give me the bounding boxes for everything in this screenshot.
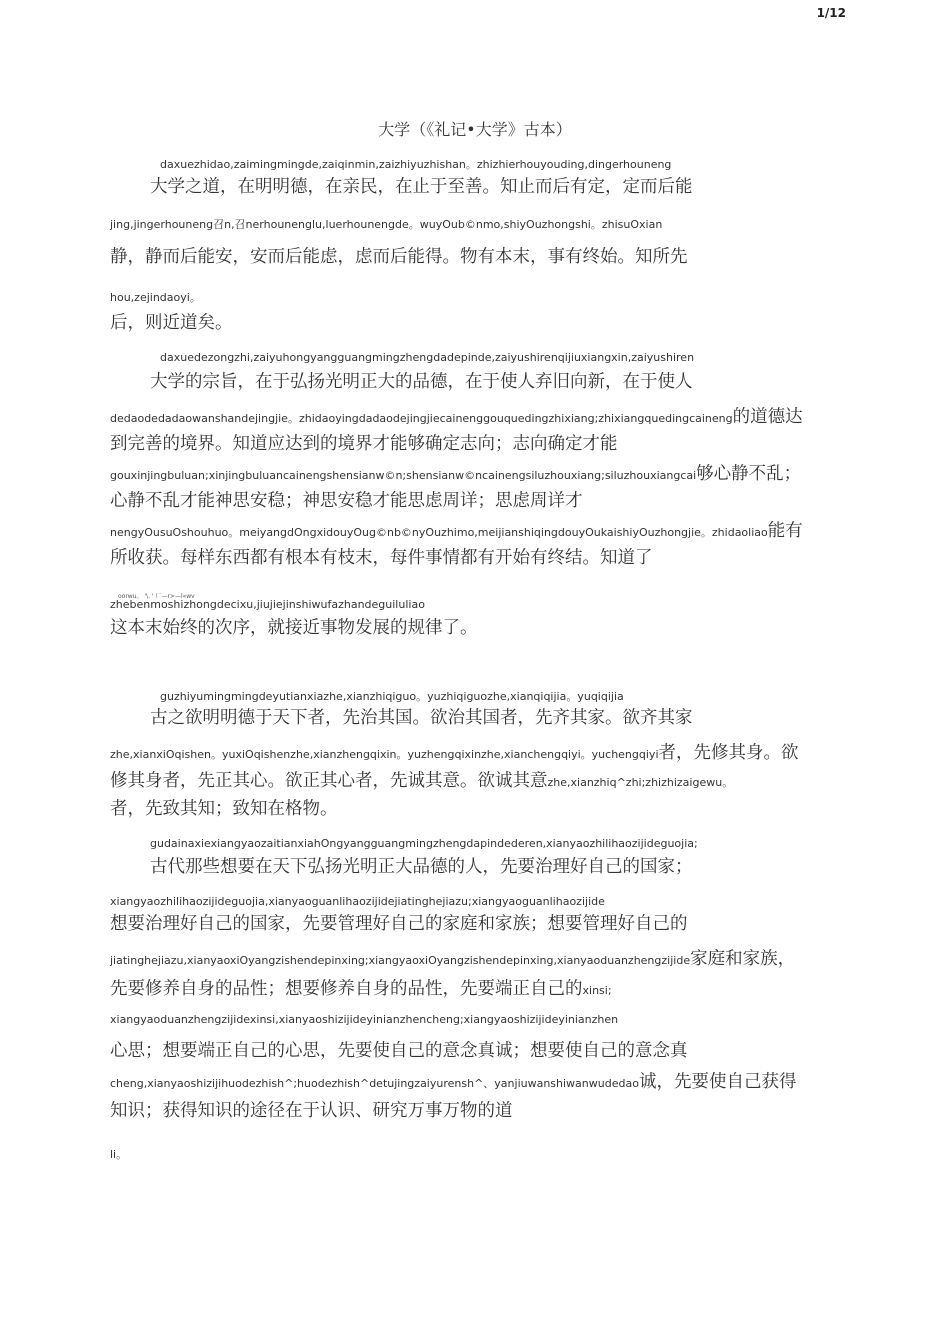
pinyin-line: li。	[110, 1148, 128, 1161]
mixed-line	[110, 945, 795, 970]
mixed-line	[110, 1068, 796, 1093]
mixed-line	[110, 975, 612, 1000]
pinyin-line: daxuezhidao,zaimingmingde,zaiqinmin,zaizhiyuzhishan。zhizhierhouyouding,dingerhouneng	[160, 158, 672, 171]
mixed-line	[110, 517, 803, 542]
pinyin-segment: xinsi;	[582, 984, 612, 997]
pinyin-segment: gouxinjingbuluan;xinjingbuluancainengshensianw©n;shensianw©ncainengsiluzhouxiang;siluzhouxiangcai	[110, 469, 697, 482]
mixed-line	[110, 767, 733, 792]
text-line: 静，静而后能安，安而后能虑，虑而后能得。物有本末，事有终始。知所先	[110, 247, 688, 267]
pinyin-line: xiangyaozhilihaozijideguojia,xianyaoguanlihaozijidejiatinghejiazu;xiangyaoguanlihaozijide	[110, 895, 605, 908]
pinyin-line: guzhiyumingmingdeyutianxiazhe,xianzhiqiguo。yuzhiqiguozhe,xianqiqijia。yuqiqijia	[160, 690, 624, 703]
text-segment: 先要修养自身的品性；想要修养自身的品性，先要端正自己的	[110, 979, 583, 999]
text-segment: 家庭和家族，	[690, 949, 796, 969]
text-line: 古代那些想要在天下弘扬光明正大品德的人，先要治理好自己的国家；	[150, 857, 693, 877]
mixed-line	[110, 739, 799, 764]
text-segment: 能有	[767, 521, 803, 541]
pinyin-segment: zhe,xianxiOqishen。yuxiOqishenzhe,xianzhengqixin。yuzhengqixinzhe,xianchengqiyi。yuchengqiyi	[110, 748, 659, 761]
text-segment: 的道德达	[732, 407, 803, 427]
mixed-line	[110, 460, 801, 485]
pinyin-segment: nengyOusuOshouhuo。meiyangdOngxidouyOug©nb©nyOuzhimo,meijianshiqingdouyOukaishiyOuzhongjie。zhidaoliao	[110, 526, 768, 539]
text-line: 这本末始终的次序，就接近事物发展的规律了。	[110, 618, 478, 638]
page-number: 1/12	[816, 6, 846, 20]
pinyin-segment: dedaodedadaowanshandejingjie。zhidaoyingdadaodejingjiecainenggouquedingzhixiang;zhixiangquedingcaineng	[110, 412, 733, 425]
text-line: 心静不乱才能神思安稳；神思安稳才能思虑周详；思虑周详才	[110, 491, 583, 511]
text-line: 所收获。每样东西都有根本有枝末，每件事情都有开始有终结。知道了	[110, 548, 653, 568]
pinyin-line: jing,jingerhouneng召n,召nerhounenglu,luerhounengde。wuyOub©nmo,shiyOuzhongshi。zhisuOxian	[110, 218, 663, 231]
text-line: 后，则近道矣。	[110, 313, 233, 333]
pinyin-line: gudainaxiexiangyaozaitianxiahOngyangguangmingzhengdapindederen,xianyaozhilihaozijideguojia;	[150, 837, 698, 850]
text-segment: 修其身者，先正其心。欲正其心者，先诚其意。欲诚其意	[110, 771, 548, 791]
text-segment: 够心静不乱；	[696, 464, 802, 484]
pinyin-line: hou,zejindaoyi。	[110, 291, 201, 304]
text-line: 古之欲明明德于天下者，先治其国。欲治其国者，先齐其家。欲齐其家	[150, 708, 693, 728]
text-line: 者，先致其知；致知在格物。	[110, 799, 338, 819]
mixed-line	[110, 403, 803, 428]
pinyin-segment: cheng,xianyaoshizijihuodezhish^;huodezhish^detujingzaiyurensh^、yanjiuwanshiwanwudedao	[110, 1077, 639, 1090]
text-segment: 者，先修其身。欲	[658, 743, 799, 763]
text-line: 想要治理好自己的国家，先要管理好自己的家庭和家族；想要管理好自己的	[110, 914, 688, 934]
text-line: 知识；获得知识的途径在于认识、研究万事万物的道	[110, 1101, 513, 1121]
pinyin-segment: zhe,xianzhiq^zhi;zhizhizaigewu。	[547, 776, 734, 789]
pinyin-segment: jiatinghejiazu,xianyaoxiOyangzishendepinxing;xiangyaoxiOyangzishendepinxing,xianyaoduanzhengzijide	[110, 954, 691, 967]
pinyin-line: zhebenmoshizhongdecixu,jiujiejinshiwufazhandeguiluliao	[110, 598, 425, 611]
text-line: 大学之道，在明明德，在亲民，在止于至善。知止而后有定，定而后能	[150, 177, 693, 197]
text-line: 到完善的境界。知道应达到的境界才能够确定志向；志向确定才能	[110, 434, 618, 454]
text-segment: 诚，先要使自己获得	[638, 1072, 797, 1092]
pinyin-line: daxuedezongzhi,zaiyuhongyangguangmingzhengdadepinde,zaiyushirenqijiuxiangxin,zaiyushiren	[160, 351, 695, 364]
noise-text: oorwu。 '\. ' 厂—r>—l«wv	[118, 593, 195, 600]
text-line: 大学的宗旨，在于弘扬光明正大的品德，在于使人弃旧向新，在于使人	[150, 372, 693, 392]
document-title: 大学（《礼记•大学》古本）	[378, 120, 572, 139]
pinyin-line: xiangyaoduanzhengzijidexinsi,xianyaoshizijideyinianzhencheng;xiangyaoshizijideyinianzhen	[110, 1013, 619, 1026]
text-line: 心思；想要端正自己的心思，先要使自己的意念真诚；想要使自己的意念真	[110, 1041, 688, 1061]
